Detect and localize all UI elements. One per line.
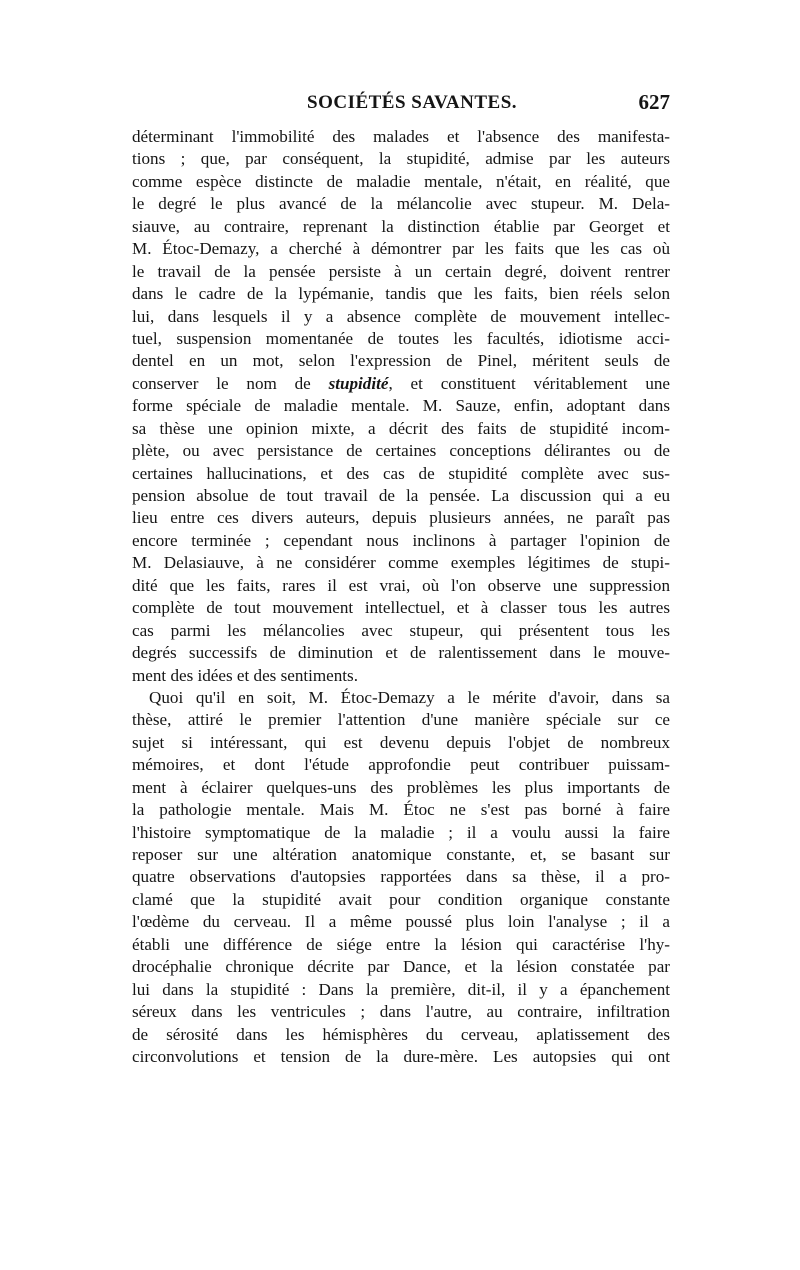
text-line-with-emphasis: [132, 373, 670, 395]
paragraph-last-line: ment des idées et des sentiments.: [132, 665, 358, 685]
text-line: de sérosité dans les hémisphères du cerveau, aplatissement des: [132, 1024, 670, 1044]
text-line: la pathologie mentale. Mais M. Étoc ne s'est pas borné à faire: [132, 800, 670, 820]
text-line: lieu entre ces divers auteurs, depuis plusieurs années, ne paraît pas: [132, 508, 670, 528]
text-line: certaines hallucinations, et des cas de stupidité complète avec sus-: [132, 463, 670, 483]
page-number: 627: [638, 90, 670, 114]
text-line: le degré le plus avancé de la mélancolie avec stupeur. M. Dela-: [132, 194, 670, 214]
text-line: séreux dans les ventricules ; dans l'autre, au contraire, infiltration: [132, 1002, 670, 1022]
page-header: [132, 90, 670, 120]
text-line: M. Étoc-Demazy, a cherché à démontrer par les faits que les cas où: [132, 239, 670, 259]
text-line: l'œdème du cerveau. Il a même poussé plus loin l'analyse ; il a: [132, 912, 670, 932]
text-line: lui, dans lesquels il y a absence complète de mouvement intellec-: [132, 306, 670, 326]
text-line: mémoires, et dont l'étude approfondie peut contribuer puissam-: [132, 755, 670, 775]
text-line: ment à éclairer quelques-uns des problèmes les plus importants de: [132, 777, 670, 797]
body-text: [132, 126, 670, 1068]
text-line: établi une différence de siége entre la lésion qui caractérise l'hy-: [132, 934, 670, 954]
text-line: degrés successifs de diminution et de ralentissement dans le mouve-: [132, 643, 670, 663]
text-line: M. Delasiauve, à ne considérer comme exemples légitimes de stupi-: [132, 553, 670, 573]
line-start: conserver le nom de: [132, 373, 329, 393]
text-line: comme espèce distincte de maladie mentale, n'était, en réalité, que: [132, 171, 670, 191]
emphasized-term: stupidité: [328, 373, 389, 393]
text-line: sa thèse une opinion mixte, a décrit des faits de stupidité incom-: [132, 418, 670, 438]
text-line: dité que les faits, rares il est vrai, où l'on observe une suppression: [132, 575, 670, 595]
text-line: tions ; que, par conséquent, la stupidité, admise par les auteurs: [132, 149, 670, 169]
text-line: lui dans la stupidité : Dans la première, dit-il, il y a épanchement: [132, 979, 670, 999]
line-end: , et constituent véritablement une: [388, 373, 670, 393]
paragraph-first-line: Quoi qu'il en soit, M. Étoc-Demazy a le mérite d'avoir, dans sa: [149, 687, 670, 707]
text-line: cas parmi les mélancolies avec stupeur, qui présentent tous les: [132, 620, 670, 640]
text-line: sujet si intéressant, qui est devenu depuis l'objet de nombreux: [132, 732, 670, 752]
text-line: drocéphalie chronique décrite par Dance, et la lésion constatée par: [132, 957, 670, 977]
text-line: tuel, suspension momentanée de toutes les facultés, idiotisme acci-: [132, 328, 670, 348]
running-title: SOCIÉTÉS SAVANTES.: [307, 92, 518, 113]
text-line: déterminant l'immobilité des malades et l'absence des manifesta-: [132, 127, 670, 146]
text-line: thèse, attiré le premier l'attention d'une manière spéciale sur ce: [132, 710, 670, 730]
text-line: l'histoire symptomatique de la maladie ; il a voulu aussi la faire: [132, 822, 670, 842]
text-line: circonvolutions et tension de la dure-mère. Les autopsies qui ont: [132, 1046, 670, 1066]
text-line: forme spéciale de maladie mentale. M. Sauze, enfin, adoptant dans: [132, 396, 670, 416]
text-line: dans le cadre de la lypémanie, tandis que les faits, bien réels selon: [132, 284, 670, 304]
text-line: siauve, au contraire, reprenant la distinction établie par Georget et: [132, 216, 670, 236]
text-line: encore terminée ; cependant nous inclinons à partager l'opinion de: [132, 530, 670, 550]
text-line: quatre observations d'autopsies rapportées dans sa thèse, il a pro-: [132, 867, 670, 887]
text-line: pension absolue de tout travail de la pensée. La discussion qui a eu: [132, 486, 670, 505]
text-line: plète, ou avec persistance de certaines conceptions délirantes ou de: [132, 441, 670, 461]
text-line: complète de tout mouvement intellectuel, et à classer tous les autres: [132, 598, 670, 618]
text-line: le travail de la pensée persiste à un certain degré, doivent rentrer: [132, 261, 670, 281]
text-line: reposer sur une altération anatomique constante, et, se basant sur: [132, 845, 670, 864]
text-line: clamé que la stupidité avait pour condition organique constante: [132, 889, 670, 909]
text-line: dentel en un mot, selon l'expression de Pinel, méritent seuls de: [132, 351, 670, 371]
